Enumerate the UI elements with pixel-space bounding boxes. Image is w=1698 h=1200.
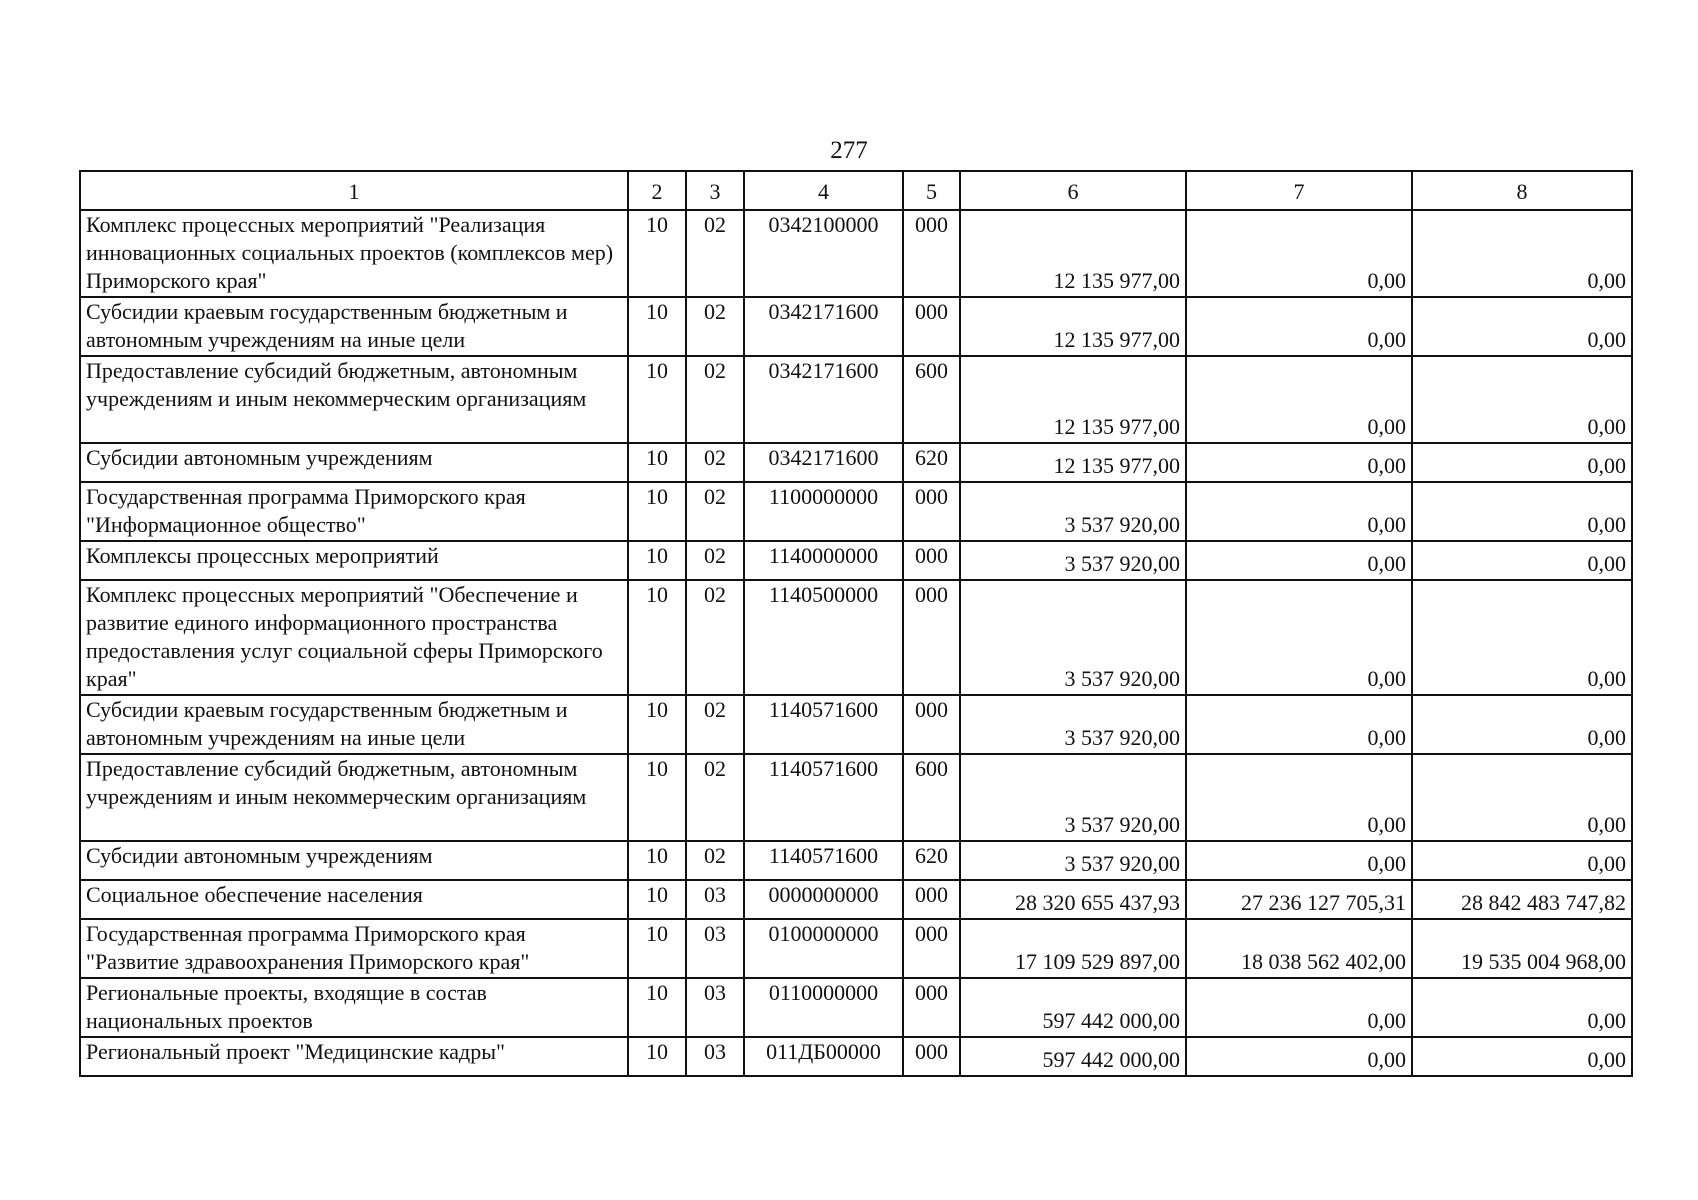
expense-type-code: 000	[903, 210, 960, 297]
expense-type-code: 600	[903, 754, 960, 841]
amount-col6: 12 135 977,00	[960, 297, 1186, 356]
amount-col7: 0,00	[1186, 443, 1412, 482]
amount-col6: 3 537 920,00	[960, 841, 1186, 880]
expense-type-code: 000	[903, 978, 960, 1037]
amount-col8: 0,00	[1412, 754, 1632, 841]
expense-type-code: 000	[903, 482, 960, 541]
amount-col7: 0,00	[1186, 978, 1412, 1037]
row-name: Социальное обеспечение населения	[80, 880, 628, 919]
section-code: 10	[628, 210, 686, 297]
section-code: 10	[628, 1037, 686, 1076]
amount-col6: 3 537 920,00	[960, 695, 1186, 754]
section-code: 10	[628, 356, 686, 443]
amount-col8: 19 535 004 968,00	[1412, 919, 1632, 978]
section-code: 10	[628, 541, 686, 580]
expense-type-code: 000	[903, 580, 960, 695]
section-code: 10	[628, 443, 686, 482]
row-name: Региональные проекты, входящие в состав национальных проектов	[80, 978, 628, 1037]
amount-col7: 0,00	[1186, 210, 1412, 297]
row-name: Субсидии краевым государственным бюджетным и автономным учреждениям на иные цели	[80, 695, 628, 754]
subsection-code: 03	[686, 880, 744, 919]
expense-type-code: 000	[903, 1037, 960, 1076]
subsection-code: 02	[686, 297, 744, 356]
amount-col6: 3 537 920,00	[960, 541, 1186, 580]
subsection-code: 02	[686, 541, 744, 580]
table-row	[80, 482, 1632, 541]
target-article-code: 0342100000	[744, 210, 903, 297]
section-code: 10	[628, 880, 686, 919]
table-header-row	[80, 171, 1632, 210]
amount-col8: 0,00	[1412, 841, 1632, 880]
target-article-code: 0000000000	[744, 880, 903, 919]
section-code: 10	[628, 919, 686, 978]
row-name: Региональный проект "Медицинские кадры"	[80, 1037, 628, 1076]
expense-type-code: 620	[903, 841, 960, 880]
section-code: 10	[628, 695, 686, 754]
expense-type-code: 000	[903, 695, 960, 754]
subsection-code: 03	[686, 978, 744, 1037]
amount-col6: 17 109 529 897,00	[960, 919, 1186, 978]
row-name: Государственная программа Приморского края "Развитие здравоохранения Приморского края"	[80, 919, 628, 978]
amount-col8: 0,00	[1412, 580, 1632, 695]
table-row	[80, 695, 1632, 754]
section-code: 10	[628, 297, 686, 356]
target-article-code: 0342171600	[744, 356, 903, 443]
amount-col8: 0,00	[1412, 541, 1632, 580]
amount-col8: 0,00	[1412, 297, 1632, 356]
section-code: 10	[628, 841, 686, 880]
row-name: Субсидии краевым государственным бюджетным и автономным учреждениям на иные цели	[80, 297, 628, 356]
amount-col6: 12 135 977,00	[960, 443, 1186, 482]
target-article-code: 0110000000	[744, 978, 903, 1037]
row-name: Субсидии автономным учреждениям	[80, 841, 628, 880]
expense-type-code: 000	[903, 919, 960, 978]
target-article-code: 1140000000	[744, 541, 903, 580]
table-row	[80, 443, 1632, 482]
amount-col7: 0,00	[1186, 482, 1412, 541]
target-article-code: 1140571600	[744, 841, 903, 880]
table-row	[80, 919, 1632, 978]
table-row	[80, 1037, 1632, 1076]
subsection-code: 02	[686, 356, 744, 443]
amount-col7: 0,00	[1186, 1037, 1412, 1076]
amount-col7: 0,00	[1186, 541, 1412, 580]
amount-col7: 0,00	[1186, 297, 1412, 356]
amount-col6: 3 537 920,00	[960, 482, 1186, 541]
target-article-code: 1100000000	[744, 482, 903, 541]
amount-col6: 3 537 920,00	[960, 754, 1186, 841]
target-article-code: 1140500000	[744, 580, 903, 695]
amount-col7: 0,00	[1186, 695, 1412, 754]
row-name: Комплексы процессных мероприятий	[80, 541, 628, 580]
subsection-code: 02	[686, 210, 744, 297]
table-row	[80, 580, 1632, 695]
amount-col7: 27 236 127 705,31	[1186, 880, 1412, 919]
table-row	[80, 841, 1632, 880]
expense-type-code: 600	[903, 356, 960, 443]
column-header: 7	[1186, 171, 1412, 210]
amount-col7: 0,00	[1186, 841, 1412, 880]
amount-col8: 0,00	[1412, 443, 1632, 482]
amount-col6: 3 537 920,00	[960, 580, 1186, 695]
target-article-code: 1140571600	[744, 754, 903, 841]
column-header: 2	[628, 171, 686, 210]
column-header: 5	[903, 171, 960, 210]
target-article-code: 011ДБ00000	[744, 1037, 903, 1076]
section-code: 10	[628, 754, 686, 841]
amount-col7: 0,00	[1186, 356, 1412, 443]
column-header: 3	[686, 171, 744, 210]
row-name: Предоставление субсидий бюджетным, автономным учреждениям и иным некоммерческим организациям	[80, 356, 628, 443]
row-name: Комплекс процессных мероприятий "Реализация инновационных социальных проектов (комплексов мер) Приморского края"	[80, 210, 628, 297]
column-header: 4	[744, 171, 903, 210]
target-article-code: 0342171600	[744, 443, 903, 482]
subsection-code: 02	[686, 695, 744, 754]
subsection-code: 02	[686, 443, 744, 482]
amount-col7: 18 038 562 402,00	[1186, 919, 1412, 978]
expense-type-code: 000	[903, 541, 960, 580]
table-row	[80, 754, 1632, 841]
table-row	[80, 880, 1632, 919]
amount-col6: 597 442 000,00	[960, 1037, 1186, 1076]
subsection-code: 02	[686, 580, 744, 695]
amount-col6: 12 135 977,00	[960, 356, 1186, 443]
target-article-code: 0342171600	[744, 297, 903, 356]
amount-col8: 0,00	[1412, 210, 1632, 297]
amount-col8: 0,00	[1412, 356, 1632, 443]
amount-col8: 0,00	[1412, 1037, 1632, 1076]
expense-type-code: 000	[903, 297, 960, 356]
subsection-code: 02	[686, 482, 744, 541]
table-row	[80, 541, 1632, 580]
expense-type-code: 000	[903, 880, 960, 919]
column-header: 6	[960, 171, 1186, 210]
row-name: Предоставление субсидий бюджетным, автономным учреждениям и иным некоммерческим организациям	[80, 754, 628, 841]
section-code: 10	[628, 580, 686, 695]
subsection-code: 03	[686, 1037, 744, 1076]
subsection-code: 02	[686, 841, 744, 880]
amount-col6: 12 135 977,00	[960, 210, 1186, 297]
budget-table	[79, 170, 1633, 1077]
row-name: Субсидии автономным учреждениям	[80, 443, 628, 482]
column-header: 1	[80, 171, 628, 210]
amount-col6: 28 320 655 437,93	[960, 880, 1186, 919]
page-number: 277	[830, 137, 868, 164]
section-code: 10	[628, 978, 686, 1037]
target-article-code: 0100000000	[744, 919, 903, 978]
subsection-code: 03	[686, 919, 744, 978]
section-code: 10	[628, 482, 686, 541]
amount-col6: 597 442 000,00	[960, 978, 1186, 1037]
table-row	[80, 978, 1632, 1037]
amount-col7: 0,00	[1186, 754, 1412, 841]
table-row	[80, 210, 1632, 297]
row-name: Комплекс процессных мероприятий "Обеспечение и развитие единого информационного пространства предоставления услуг социальной сферы Приморского края"	[80, 580, 628, 695]
table-row	[80, 356, 1632, 443]
amount-col8: 0,00	[1412, 482, 1632, 541]
expense-type-code: 620	[903, 443, 960, 482]
amount-col8: 28 842 483 747,82	[1412, 880, 1632, 919]
table-row	[80, 297, 1632, 356]
amount-col7: 0,00	[1186, 580, 1412, 695]
row-name: Государственная программа Приморского края "Информационное общество"	[80, 482, 628, 541]
column-header: 8	[1412, 171, 1632, 210]
subsection-code: 02	[686, 754, 744, 841]
amount-col8: 0,00	[1412, 695, 1632, 754]
amount-col8: 0,00	[1412, 978, 1632, 1037]
target-article-code: 1140571600	[744, 695, 903, 754]
